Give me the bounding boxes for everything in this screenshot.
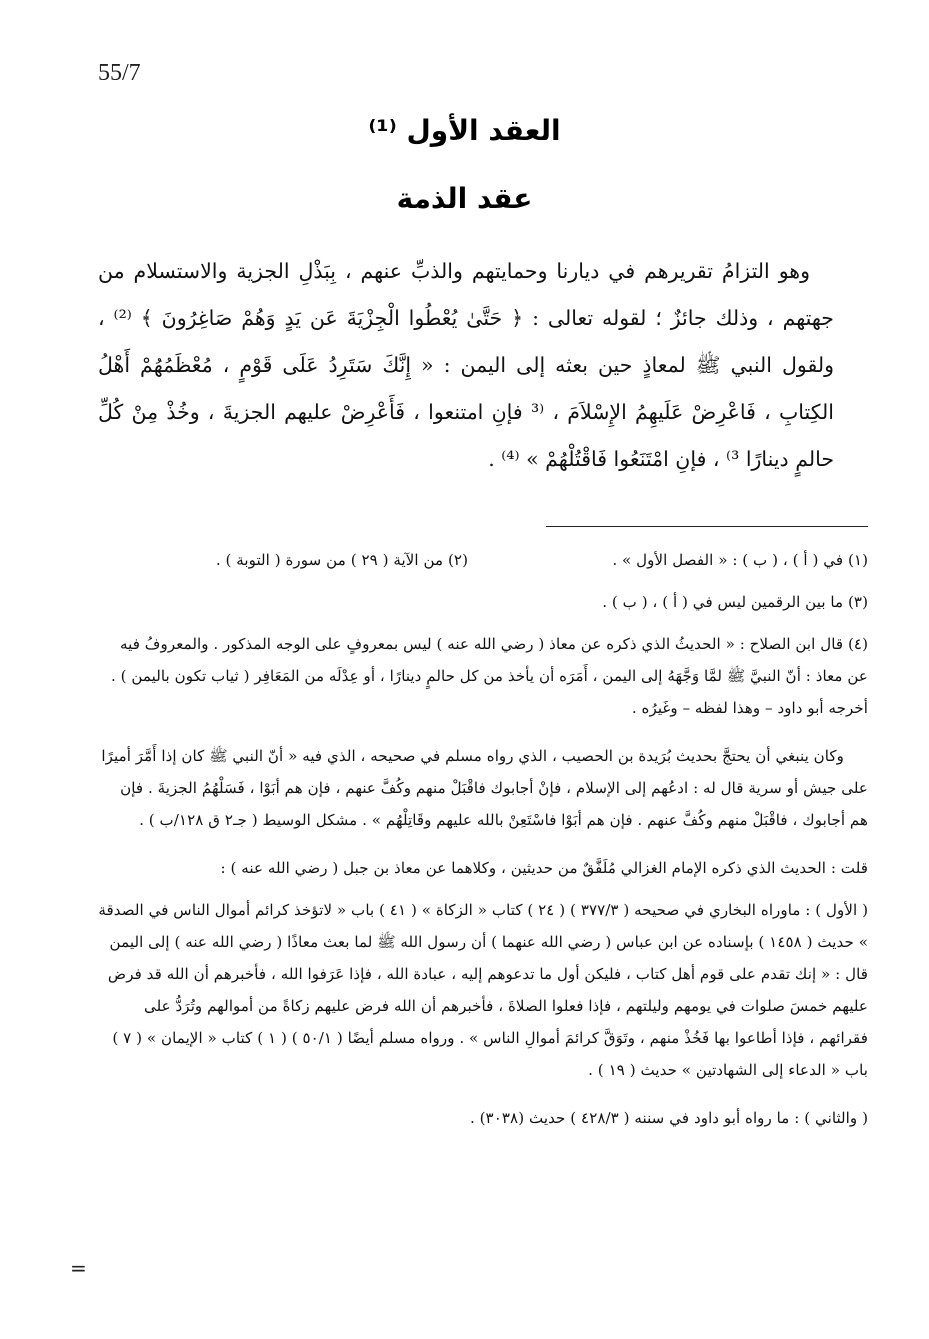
editor-note: قلت : الحديث الذي ذكره الإمام الغزالي مُلَفَّقٌ من حديثين ، وكلاهما عن معاذ بن جبل ( رضي الله عنه ) :	[220, 859, 868, 877]
page-subtitle: عقد الذمة	[396, 182, 533, 215]
page-title: العقد الأول ⁽¹⁾	[368, 114, 561, 147]
footnote-4-continued: وكان ينبغي أن يحتجَّ بحديث بُرَيدة بن الحصيب ، الذي رواه مسلم في صحيحه ، الذي فيه « أنّ النبي ﷺ كان إذا أَمَّرَ أميرًا على جيش أو سرية قال له : ادعُهم إلى الإسلام ، فإنْ أجابوك فاقْبَلْ منهم وكُفَّ عنهم ، فإن هم أبَوْا ، فَسَلْهُمُ الجزيةَ . فإن هم أجابوك ، فاقْبَلْ منهم وكُفَّ عنهم . فإن هم أبَوْا فاسْتَعِنْ بالله عليهم وقَاتِلْهُم » . مشكل الوسيط ( جـ٢ ق ١٢٨/ب ) .	[101, 747, 868, 829]
first-hadith: ( الأول ) : ماوراه البخاري في صحيحه ( ٣٧٧/٣ ) ( ٢٤ ) كتاب « الزكاة » ( ٤١ ) باب « لاتؤخذ كرائم أموال الناس في الصدقة » حديث ( ١٤٥٨ ) بإسناده عن ابن عباس ( رضي الله عنهما ) أن رسول الله ﷺ لما بعث معاذًا ( رضي الله عنه ) إلى اليمن قال : « إنك تقدم على قوم أهل كتاب ، فليكن أول ما تدعوهم إليه ، عبادة الله ، فإذا عَرَفوا الله ، فأخبرهم أن الله قد فرض عليهم خمسَ صلوات في يومهم وليلتهم ، فإذا فعلوا الصلاةَ ، فأخبرهم أن الله فرض عليهم زكاةً من أموالهم وتُرَدُّ على فقرائهم ، فإذا أطاعوا بها فَخُذْ منهم ، وتَوَقَّ كرائمَ أموالِ الناس » . ورواه مسلم أيضًا ( ٥٠/١ ) ( ١ ) كتاب « الإيمان » ( ٧ ) باب « الدعاء إلى الشهادتين » حديث ( ١٩ ) .	[98, 901, 868, 1079]
footnote-separator	[546, 526, 868, 527]
page-number: 55/7	[98, 60, 141, 86]
margin-mark: =	[70, 1256, 87, 1280]
footnote-row-1	[98, 544, 868, 576]
footnote-3: (٣) ما بين الرقمين ليس في ( أ ) ، ( ب ) .	[602, 593, 868, 611]
footnote-2: (٢) من الآية ( ٢٩ ) من سورة ( التوبة ) .	[215, 551, 468, 569]
footnote-1: (١) في ( أ ) ، ( ب ) : « الفصل الأول » .	[612, 551, 868, 569]
main-text	[98, 248, 834, 483]
body-paragraph: وهو التزامُ تقريرهم في ديارنا وحمايتهم والذبِّ عنهم ، بِبَذْلِ الجزية والاستسلام من جهتهم ، وذلك جائزٌ ؛ لقوله تعالى : ﴿ حَتَّىٰ يُعْطُوا الْجِزْيَةَ عَن يَدٍ وَهُمْ صَاغِرُونَ ﴾ ⁽²⁾ ، ولقول النبي ﷺ لمعاذٍ حين بعثه إلى اليمن : « إِنَّكَ سَتَرِدُ عَلَى قَوْمٍ ، مُعْظَمُهُمْ أَهْلُ الكِتابِ ، فَاعْرِضْ عَلَيهِمُ الإِسْلاَمَ ، ⁽³ فإنِ امتنعوا ، فَأَعْرِضْ عليهم الجزيةَ ، وخُذْ مِنْ كُلِّ حالمٍ دينارًا ³⁾ ، فإنِ امْتَنَعُوا فَاقْتُلْهُمْ » ⁽⁴⁾ .	[98, 259, 834, 471]
footnote-4: (٤) قال ابن الصلاح : « الحديثُ الذي ذكره عن معاذ ( رضي الله عنه ) ليس بمعروفٍ على الوجه المذكور . والمعروفُ فيه عن معاذ : أنّ النبيَّ ﷺ لمَّا وَجَّهَهُ إلى اليمن ، أَمَرَه أن يأخذ من كل حالمٍ دينارًا ، أو عِدْلَه من المَعَافِر ( ثياب تكون باليمن ) . أخرجه أبو داود – وهذا لفظه – وغَيرُه .	[110, 635, 868, 717]
footnotes	[98, 544, 868, 1134]
second-hadith: ( والثاني ) : ما رواه أبو داود في سننه ( ٤٢٨/٣ ) حديث (٣٠٣٨) .	[469, 1109, 868, 1127]
